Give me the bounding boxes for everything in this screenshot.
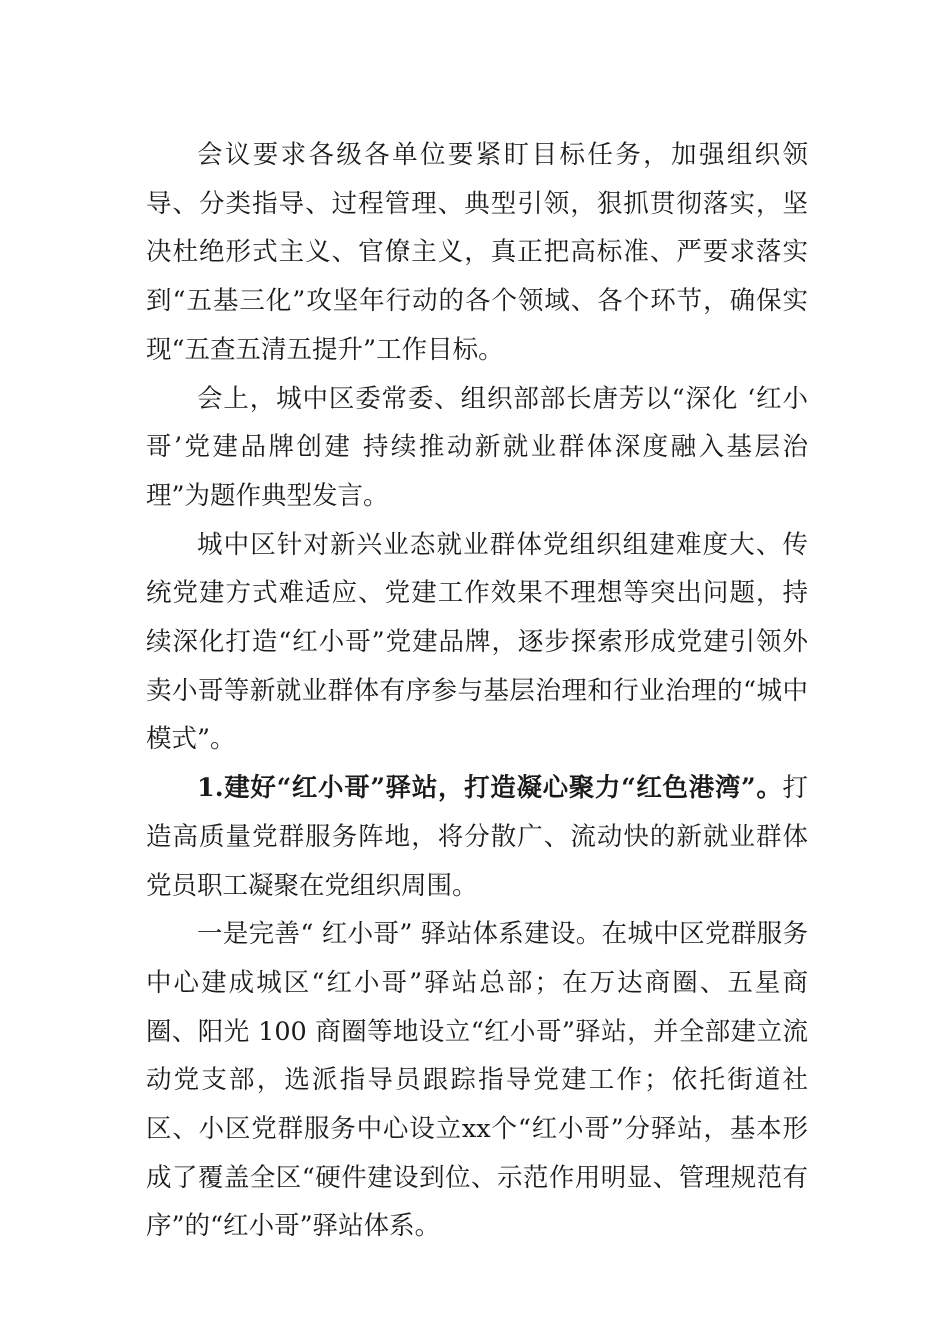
section-1-heading: 1.建好“红小哥”驿站，打造凝心聚力“红色港湾”。 bbox=[197, 773, 783, 804]
paragraph-meeting-requirements: 会议要求各级各单位要紧盯目标任务，加强组织领导、分类指导、过程管理、典型引领，狠抓贯彻落实，坚决杜绝形式主义、官僚主义，真正把高标准、严要求落实到“五基三化”攻坚年行动的各个领域、各个环节，确保实现“五查五清五提升”工作目标。 bbox=[146, 140, 808, 365]
section-1-text: 打造高质量党群服务阵地，将分散广、流动快的新就业群体党员职工凝聚在党组织周围。 bbox=[146, 773, 808, 901]
paragraph-section-1 bbox=[146, 764, 808, 910]
document-body bbox=[146, 131, 808, 1251]
paragraph-typical-speech: 会上，城中区委常委、组织部部长唐芳以“深化 ‘红小哥’党建品牌创建 持续推动新就业群体深度融入基层治理”为题作典型发言。 bbox=[146, 383, 808, 511]
paragraph-chengzhong-model: 城中区针对新兴业态就业群体党组织组建难度大、传统党建方式难适应、党建工作效果不理想等突出问题，持续深化打造“红小哥”党建品牌，逐步探索形成党建引领外卖小哥等新就业群体有序参与基层治理和行业治理的“城中模式”。 bbox=[146, 529, 808, 755]
paragraph-station-system: 一是完善“ 红小哥” 驿站体系建设。在城中区党群服务中心建成城区“红小哥”驿站总部；在万达商圈、五星商圈、阳光 100 商圈等地设立“红小哥”驿站，并全部建立流动党支部，选派指导员跟踪指导党建工作；依托街道社区、小区党群服务中心设立xx个“红小哥”分驿站，基本形成了覆盖全区“硬件建设到位、示范作用明显、管理规范有序”的“红小哥”驿站体系。 bbox=[146, 919, 808, 1242]
